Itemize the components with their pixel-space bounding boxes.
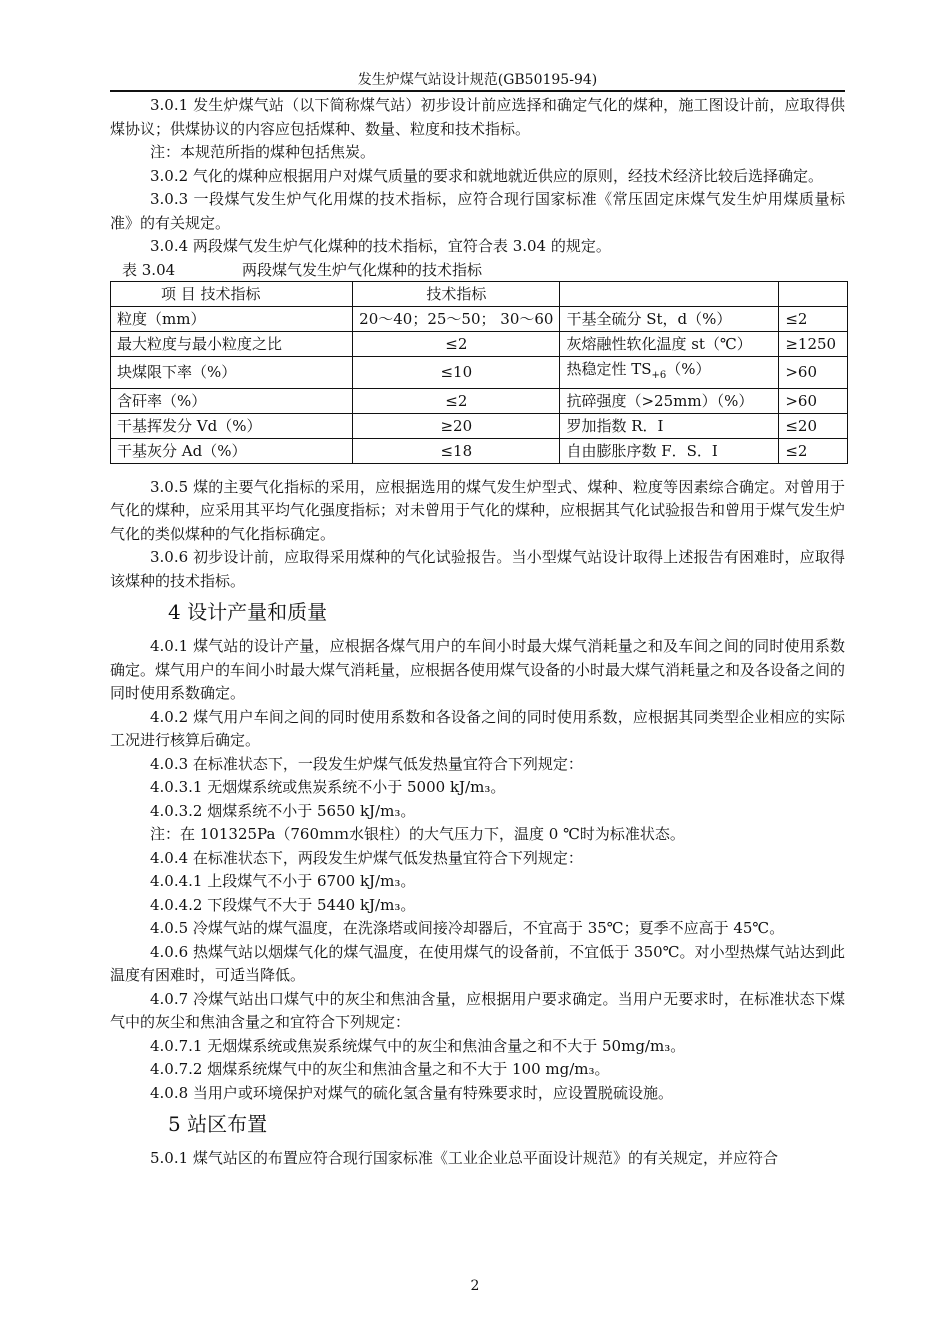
table-cell: ≤18 — [353, 438, 560, 463]
table-cell: >60 — [779, 356, 848, 388]
table-row — [111, 438, 848, 463]
clause-4-0-7: 4.0.7 冷煤气站出口煤气中的灰尘和焦油含量，应根据用户要求确定。当用户无要求时，在标准状态下煤气中的灰尘和焦油含量之和宜符合下列规定： — [110, 989, 845, 1031]
table-cell: 粒度（mm） — [111, 306, 353, 331]
table-header-cell — [779, 281, 848, 306]
clause-3-0-1: 3.0.1 发生炉煤气站（以下简称煤气站）初步设计前应选择和确定气化的煤种，施工图设计前，应取得供煤协议；供煤协议的内容应包括煤种、数量、粒度和技术指标。 — [110, 96, 845, 138]
clause-3-0-6: 3.0.6 初步设计前，应取得采用煤种的气化试验报告。当小型煤气站设计取得上述报告有困难时，应取得该煤种的技术指标。 — [110, 548, 845, 590]
table-header-cell: 技术指标 — [353, 281, 560, 306]
ts-unit: （%） — [666, 359, 711, 378]
coal-spec-table — [110, 281, 848, 464]
table-cell: 抗碎强度（>25mm）（%） — [560, 388, 779, 413]
table-cell: ≤2 — [353, 331, 560, 356]
table-cell: 灰熔融性软化温度 st（℃） — [560, 331, 779, 356]
clause-4-0-2: 4.0.2 煤气用户车间之间的同时使用系数和各设备之间的同时使用系数，应根据其同类型企业相应的实际工况进行核算后确定。 — [110, 707, 845, 749]
clause-3-0-4: 3.0.4 两段煤气发生炉气化煤种的技术指标，宜符合表 3.04 的规定。 — [150, 237, 611, 255]
table-row — [111, 356, 848, 388]
clause-4-0-8: 4.0.8 当用户或环境保护对煤气的硫化氢含量有特殊要求时，应设置脱硫设施。 — [150, 1083, 673, 1102]
table-row — [111, 306, 848, 331]
table-row — [111, 413, 848, 438]
clause-5-0-1: 5.0.1 煤气站区的布置应符合现行国家标准《工业企业总平面设计规范》的有关规定，并应符合 — [150, 1149, 778, 1167]
table-row — [111, 331, 848, 356]
clause-4-0-7-2: 4.0.7.2 烟煤系统煤气中的灰尘和焦油含量之和不大于 100 mg/m₃。 — [150, 1060, 610, 1078]
ts-label: 热稳定性 TS — [566, 359, 652, 378]
clause-4-0-3: 4.0.3 在标准状态下，一段发生炉煤气低发热量宜符合下列规定： — [150, 754, 583, 773]
note-4-0-3: 注：在 101325Pa（760ｍｍ水银柱）的大气压力下，温度 0 ℃时为标准状态。 — [150, 825, 685, 843]
clause-4-0-4: 4.0.4 在标准状态下，两段发生炉煤气低发热量宜符合下列规定： — [150, 848, 583, 867]
table-row — [111, 388, 848, 413]
section-5-heading: 5 站区布置 — [168, 1112, 268, 1136]
clause-4-0-4-2: 4.0.4.2 下段煤气不大于 5440 kJ/m₃。 — [150, 895, 416, 914]
table-cell: ≥20 — [353, 413, 560, 438]
table-cell: 干基全硫分 St，d（%） — [560, 306, 779, 331]
table-cell: ≤20 — [779, 413, 848, 438]
table-cell: 最大粒度与最小粒度之比 — [111, 331, 353, 356]
clause-4-0-6: 4.0.6 热煤气站以烟煤气化的煤气温度，在使用煤气的设备前，不宜低于 350℃。对小型热煤气站达到此温度有困难时，可适当降低。 — [110, 942, 845, 984]
clause-4-0-3-1: 4.0.3.1 无烟煤系统或焦炭系统不小于 5000 kJ/m₃。 — [150, 778, 506, 796]
clause-3-0-3: 3.0.3 一段煤气发生炉气化用煤的技术指标，应符合现行国家标准《常压固定床煤气发生炉用煤质量标准》的有关规定。 — [110, 190, 845, 232]
table-cell: ≤2 — [779, 438, 848, 463]
page-body — [110, 94, 845, 1171]
clause-4-0-1: 4.0.1 煤气站的设计产量，应根据各煤气用户的车间小时最大煤气消耗量之和及车间之间的同时使用系数确定。煤气用户的车间小时最大煤气消耗量，应根据各使用煤气设备的小时最大煤气消耗量之和及各设备之间的同时使用系数确定。 — [110, 637, 846, 702]
table-cell: 干基灰分 Ad（%） — [111, 438, 353, 463]
table-header-cell — [560, 281, 779, 306]
section-4-heading: 4 设计产量和质量 — [168, 600, 328, 624]
table-cell-thermal-stability — [560, 356, 779, 388]
table-number: 表 3.04 — [122, 260, 176, 279]
clause-4-0-4-1: 4.0.4.1 上段煤气不小于 6700 kJ/m₃。 — [150, 872, 416, 890]
header-rule — [110, 90, 845, 92]
clause-4-0-7-1: 4.0.7.1 无烟煤系统或焦炭系统煤气中的灰尘和焦油含量之和不大于 50mg/m₃。 — [150, 1036, 686, 1055]
clause-4-0-3-2: 4.0.3.2 烟煤系统不小于 5650 kJ/m₃。 — [150, 801, 416, 820]
table-header-row — [111, 281, 848, 306]
note-3-0-1: 注：本规范所指的煤种包括焦炭。 — [150, 143, 376, 161]
table-cell: ≤2 — [779, 306, 848, 331]
table-cell: 罗加指数 R．I — [560, 413, 779, 438]
page-number: 2 — [470, 1278, 480, 1294]
table-cell: ≤10 — [353, 356, 560, 388]
table-cell: 20～40；25～50； 30～60 — [353, 306, 560, 331]
clause-3-0-5: 3.0.5 煤的主要气化指标的采用，应根据选用的煤气发生炉型式、煤种、粒度等因素综合确定。对曾用于气化的煤种，应采用其平均气化强度指标；对未曾用于气化的煤种，应根据其气化试验报告和曾用于煤气发生炉气化的类似煤种的气化指标确定。 — [110, 477, 846, 543]
table-cell: 干基挥发分 Vd（%） — [111, 413, 353, 438]
clause-3-0-2: 3.0.2 气化的煤种应根据用户对煤气质量的要求和就地就近供应的原则，经技术经济比较后选择确定。 — [150, 166, 823, 185]
table-cell: ≥1250 — [779, 331, 848, 356]
table-cell: >60 — [779, 388, 848, 413]
table-header-cell: 项 目 技术指标 — [111, 281, 353, 306]
table-caption — [110, 259, 845, 281]
running-header: 发生炉煤气站设计规范(GB50195-94) — [357, 72, 598, 88]
clause-4-0-5: 4.0.5 冷煤气站的煤气温度，在洗涤塔或间接冷却器后，不宜高于 35℃；夏季不应高于 45℃。 — [150, 919, 785, 937]
table-cell: 自由膨胀序数 F．S．I — [560, 438, 779, 463]
table-title: 两段煤气发生炉气化煤种的技术指标 — [242, 260, 483, 279]
ts-subscript: +6 — [651, 369, 667, 381]
table-cell: 块煤限下率（%） — [111, 356, 353, 388]
table-cell: 含矸率（%） — [111, 388, 353, 413]
table-cell: ≤2 — [353, 388, 560, 413]
